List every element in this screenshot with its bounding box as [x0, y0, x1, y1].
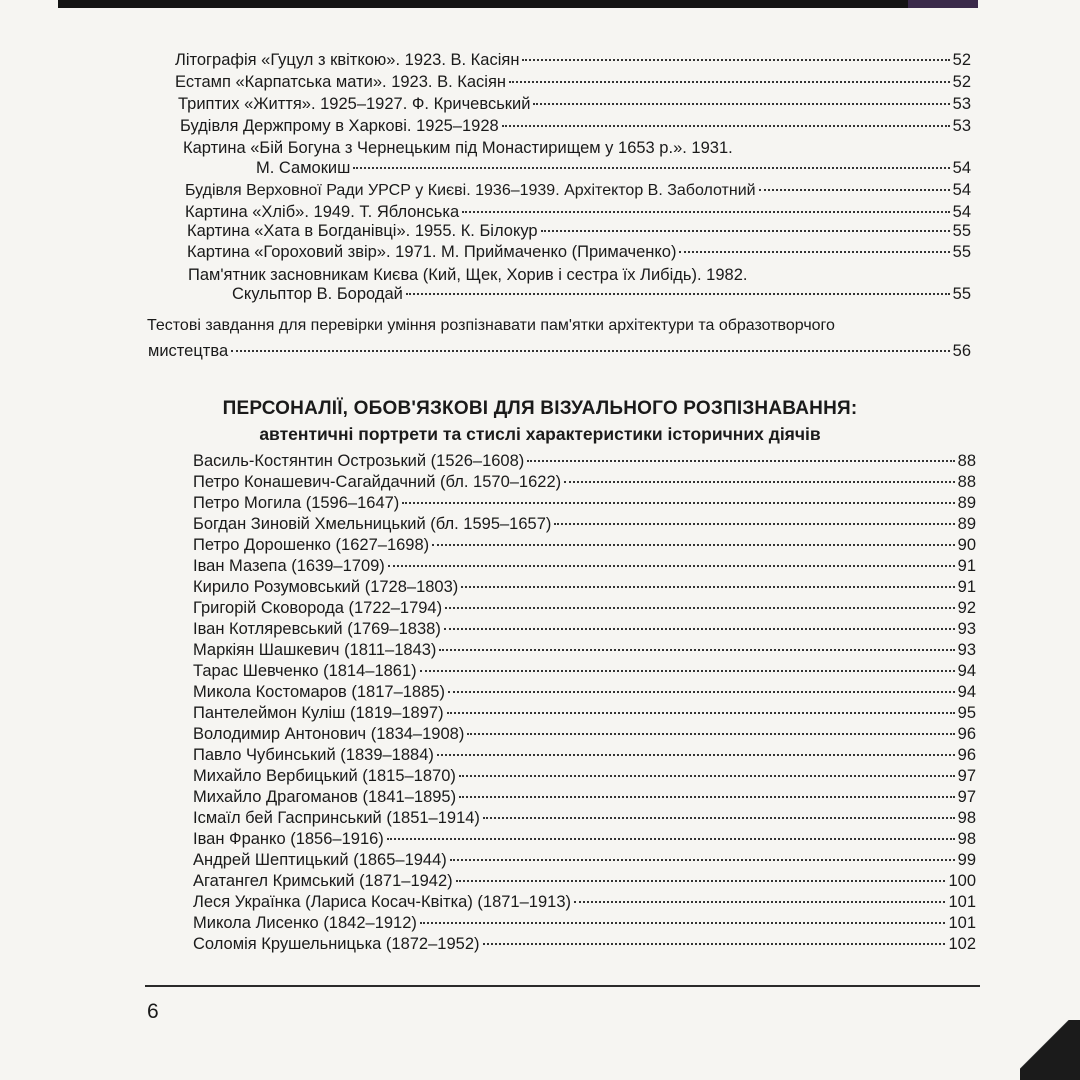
leader-dots	[439, 649, 954, 651]
toc-entry: Іван Франко (1856–1916) 98	[193, 830, 976, 848]
leader-dots	[388, 565, 955, 567]
toc-entry: Василь-Костянтин Острозький (1526–1608) 88	[193, 452, 976, 470]
leader-dots	[420, 922, 946, 924]
leader-dots	[447, 712, 955, 714]
leader-dots	[406, 293, 950, 295]
toc-entry: Микола Костомаров (1817–1885) 94	[193, 683, 976, 701]
leader-dots	[445, 607, 955, 609]
leader-dots	[467, 733, 954, 735]
leader-dots	[541, 230, 950, 232]
toc-entry: Картина «Хліб». 1949. Т. Яблонська 54	[185, 203, 971, 221]
leader-dots	[483, 817, 955, 819]
toc-entry: М. Самокиш 54	[256, 159, 971, 177]
leader-dots	[522, 59, 949, 61]
leader-dots	[533, 103, 949, 105]
leader-dots	[444, 628, 955, 630]
toc-entry: Петро Дорошенко (1627–1698) 90	[193, 536, 976, 554]
leader-dots	[387, 838, 955, 840]
toc-entry: Соломія Крушельницька (1872–1952) 102	[193, 935, 976, 953]
leader-dots	[420, 670, 955, 672]
leader-dots	[353, 167, 949, 169]
toc-entry: Скульптор В. Бородай 55	[232, 285, 971, 303]
leader-dots	[461, 586, 954, 588]
leader-dots	[459, 796, 955, 798]
toc-entry: Андрей Шептицький (1865–1944) 99	[193, 851, 976, 869]
toc-entry: Тарас Шевченко (1814–1861) 94	[193, 662, 976, 680]
page-corner-shadow	[1020, 1020, 1080, 1080]
toc-entry: Володимир Антонович (1834–1908) 96	[193, 725, 976, 743]
toc-entry: мистецтва 56	[148, 342, 971, 360]
leader-dots	[402, 502, 954, 504]
leader-dots	[509, 81, 950, 83]
leader-dots	[527, 460, 954, 462]
toc-entry: Картина «Хата в Богданівці». 1955. К. Білокур 55	[187, 222, 971, 240]
toc-entry: Михайло Драгоманов (1841–1895) 97	[193, 788, 976, 806]
toc-entry: Іван Котляревський (1769–1838) 93	[193, 620, 976, 638]
toc-entry-line1: Тестові завдання для перевірки уміння розпізнавати пам'ятки архітектури та образотворчого	[147, 317, 835, 334]
leader-dots	[462, 211, 949, 213]
toc-entry: Естамп «Карпатська мати». 1923. В. Касіян 52	[175, 73, 971, 91]
toc-entry-line1: Пам'ятник засновникам Києва (Кий, Щек, Хорив і сестра їх Либідь). 1982.	[188, 266, 748, 284]
toc-entry: Леся Українка (Лариса Косач-Квітка) (1871–1913) 101	[193, 893, 976, 911]
section-heading: ПЕРСОНАЛІЇ, ОБОВ'ЯЗКОВІ ДЛЯ ВІЗУАЛЬНОГО РОЗПІЗНАВАННЯ:	[222, 398, 858, 419]
toc-entry: Михайло Вербицький (1815–1870) 97	[193, 767, 976, 785]
toc-entry: Пантелеймон Куліш (1819–1897) 95	[193, 704, 976, 722]
toc-entry: Петро Могила (1596–1647) 89	[193, 494, 976, 512]
toc-entry: Літографія «Гуцул з квіткою». 1923. В. Касіян 52	[175, 51, 971, 69]
page-top-edge	[58, 0, 978, 8]
page-number: 6	[147, 1000, 159, 1023]
leader-dots	[483, 943, 946, 945]
toc-entry: Петро Конашевич-Сагайдачний (бл. 1570–1622) 88	[193, 473, 976, 491]
toc-entry: Картина «Гороховий звір». 1971. М. Приймаченко (Примаченко) 55	[187, 243, 971, 261]
leader-dots	[456, 880, 946, 882]
section-subheading: автентичні портрети та стислі характеристики історичних діячів	[259, 424, 821, 444]
leader-dots	[679, 251, 949, 253]
toc-entry: Агатангел Кримський (1871–1942) 100	[193, 872, 976, 890]
leader-dots	[231, 350, 950, 352]
toc-entry: Григорій Сковорода (1722–1794) 92	[193, 599, 976, 617]
toc-entry: Богдан Зиновій Хмельницький (бл. 1595–1657) 89	[193, 515, 976, 533]
toc-entry: Будівля Держпрому в Харкові. 1925–1928 53	[180, 117, 971, 135]
leader-dots	[448, 691, 955, 693]
toc-entry: Будівля Верховної Ради УРСР у Києві. 1936–1939. Архітектор В. Заболотний 54	[185, 181, 971, 199]
leader-dots	[574, 901, 945, 903]
toc-entry: Микола Лисенко (1842–1912) 101	[193, 914, 976, 932]
leader-dots	[759, 189, 950, 191]
toc-entry: Маркіян Шашкевич (1811–1843) 93	[193, 641, 976, 659]
toc-entry: Іван Мазепа (1639–1709) 91	[193, 557, 976, 575]
toc-entry: Ісмаїл бей Гаспринський (1851–1914) 98	[193, 809, 976, 827]
leader-dots	[502, 125, 950, 127]
toc-entry: Павло Чубинський (1839–1884) 96	[193, 746, 976, 764]
leader-dots	[432, 544, 955, 546]
footer-rule	[145, 985, 980, 987]
toc-entry: Кирило Розумовський (1728–1803) 91	[193, 578, 976, 596]
leader-dots	[437, 754, 955, 756]
toc-entry: Триптих «Життя». 1925–1927. Ф. Кричевський 53	[178, 95, 971, 113]
leader-dots	[459, 775, 955, 777]
leader-dots	[554, 523, 954, 525]
leader-dots	[564, 481, 955, 483]
toc-entry-line1: Картина «Бій Богуна з Чернецьким під Монастирищем у 1653 р.». 1931.	[183, 139, 733, 157]
leader-dots	[450, 859, 955, 861]
